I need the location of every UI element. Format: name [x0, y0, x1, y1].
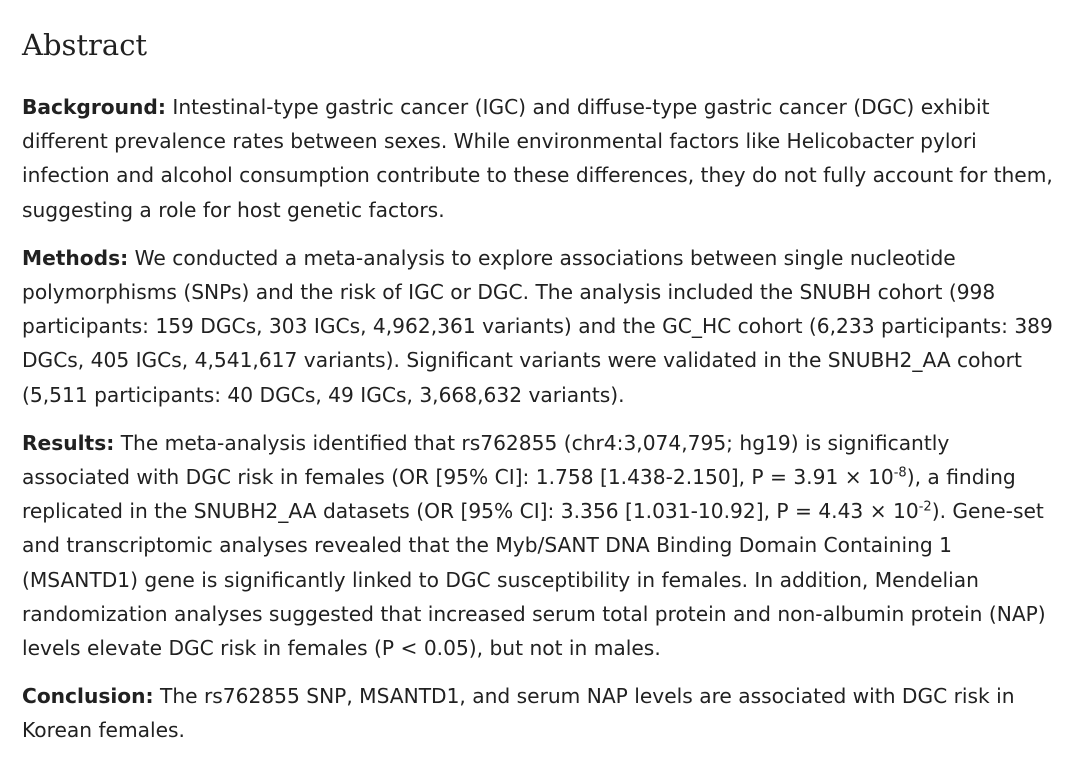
conclusion-label: Conclusion:	[22, 684, 154, 709]
methods-paragraph	[22, 241, 1062, 412]
abstract-section	[22, 18, 1062, 762]
abstract-heading: Abstract	[22, 28, 148, 62]
methods-text: We conducted a meta-analysis to explore associations between single nucleotide polymorphisms (SNPs) and the risk of IGC or DGC. The analysis included the SNUBH cohort (998 participants: 159 DGCs, 303 IGCs, 4,962,361 variants) and the GC_HC cohort (6,233 participants: 389 DGCs, 405 IGCs, 4,541,617 variants). Significant variants were validated in the SNUBH2_AA cohort (5,511 participants: 40 DGCs, 49 IGCs, 3,668,632 variants).	[22, 245, 1053, 407]
background-text: Intestinal-type gastric cancer (IGC) and diffuse-type gastric cancer (DGC) exhibit different prevalence rates between sexes. While environmental factors like Helicobacter pylori infection and alcohol consumption contribute to these differences, they do not fully account for them, suggesting a role for host genetic factors.	[22, 95, 1053, 222]
background-label: Background:	[22, 95, 166, 119]
conclusion-paragraph	[22, 679, 1062, 747]
results-exponent-2: -2	[918, 499, 932, 515]
results-paragraph	[22, 426, 1062, 665]
results-text-part-1: The meta-analysis identified that rs762855 (chr4:3,074,795; hg19) is significantly associated with DGC risk in females (OR [95% CI]: 1.758 [1.438-2.150], P = 3.91 × 10	[22, 430, 950, 490]
results-text-part-3: ). Gene-set and transcriptomic analyses revealed that the Myb/SANT DNA Binding Domain Containing 1 (MSANTD1) gene is significantly linked to DGC susceptibility in females. In addition, Mendelian randomization analyses suggested that increased serum total protein and non-albumin protein (NAP) levels elevate DGC risk in females (P < 0.05), but not in males.	[22, 499, 1046, 661]
results-exponent-1: -8	[893, 465, 907, 481]
methods-label: Methods:	[22, 245, 129, 270]
results-text-part-2: ), a finding replicated in the SNUBH2_AA datasets (OR [95% CI]: 3.356 [1.031-10.92], P = 4.43 × 10	[22, 465, 1016, 524]
background-paragraph	[22, 90, 1062, 227]
results-label: Results:	[22, 430, 115, 455]
conclusion-text: The rs762855 SNP, MSANTD1, and serum NAP levels are associated with DGC risk in Korean females.	[22, 684, 1015, 743]
